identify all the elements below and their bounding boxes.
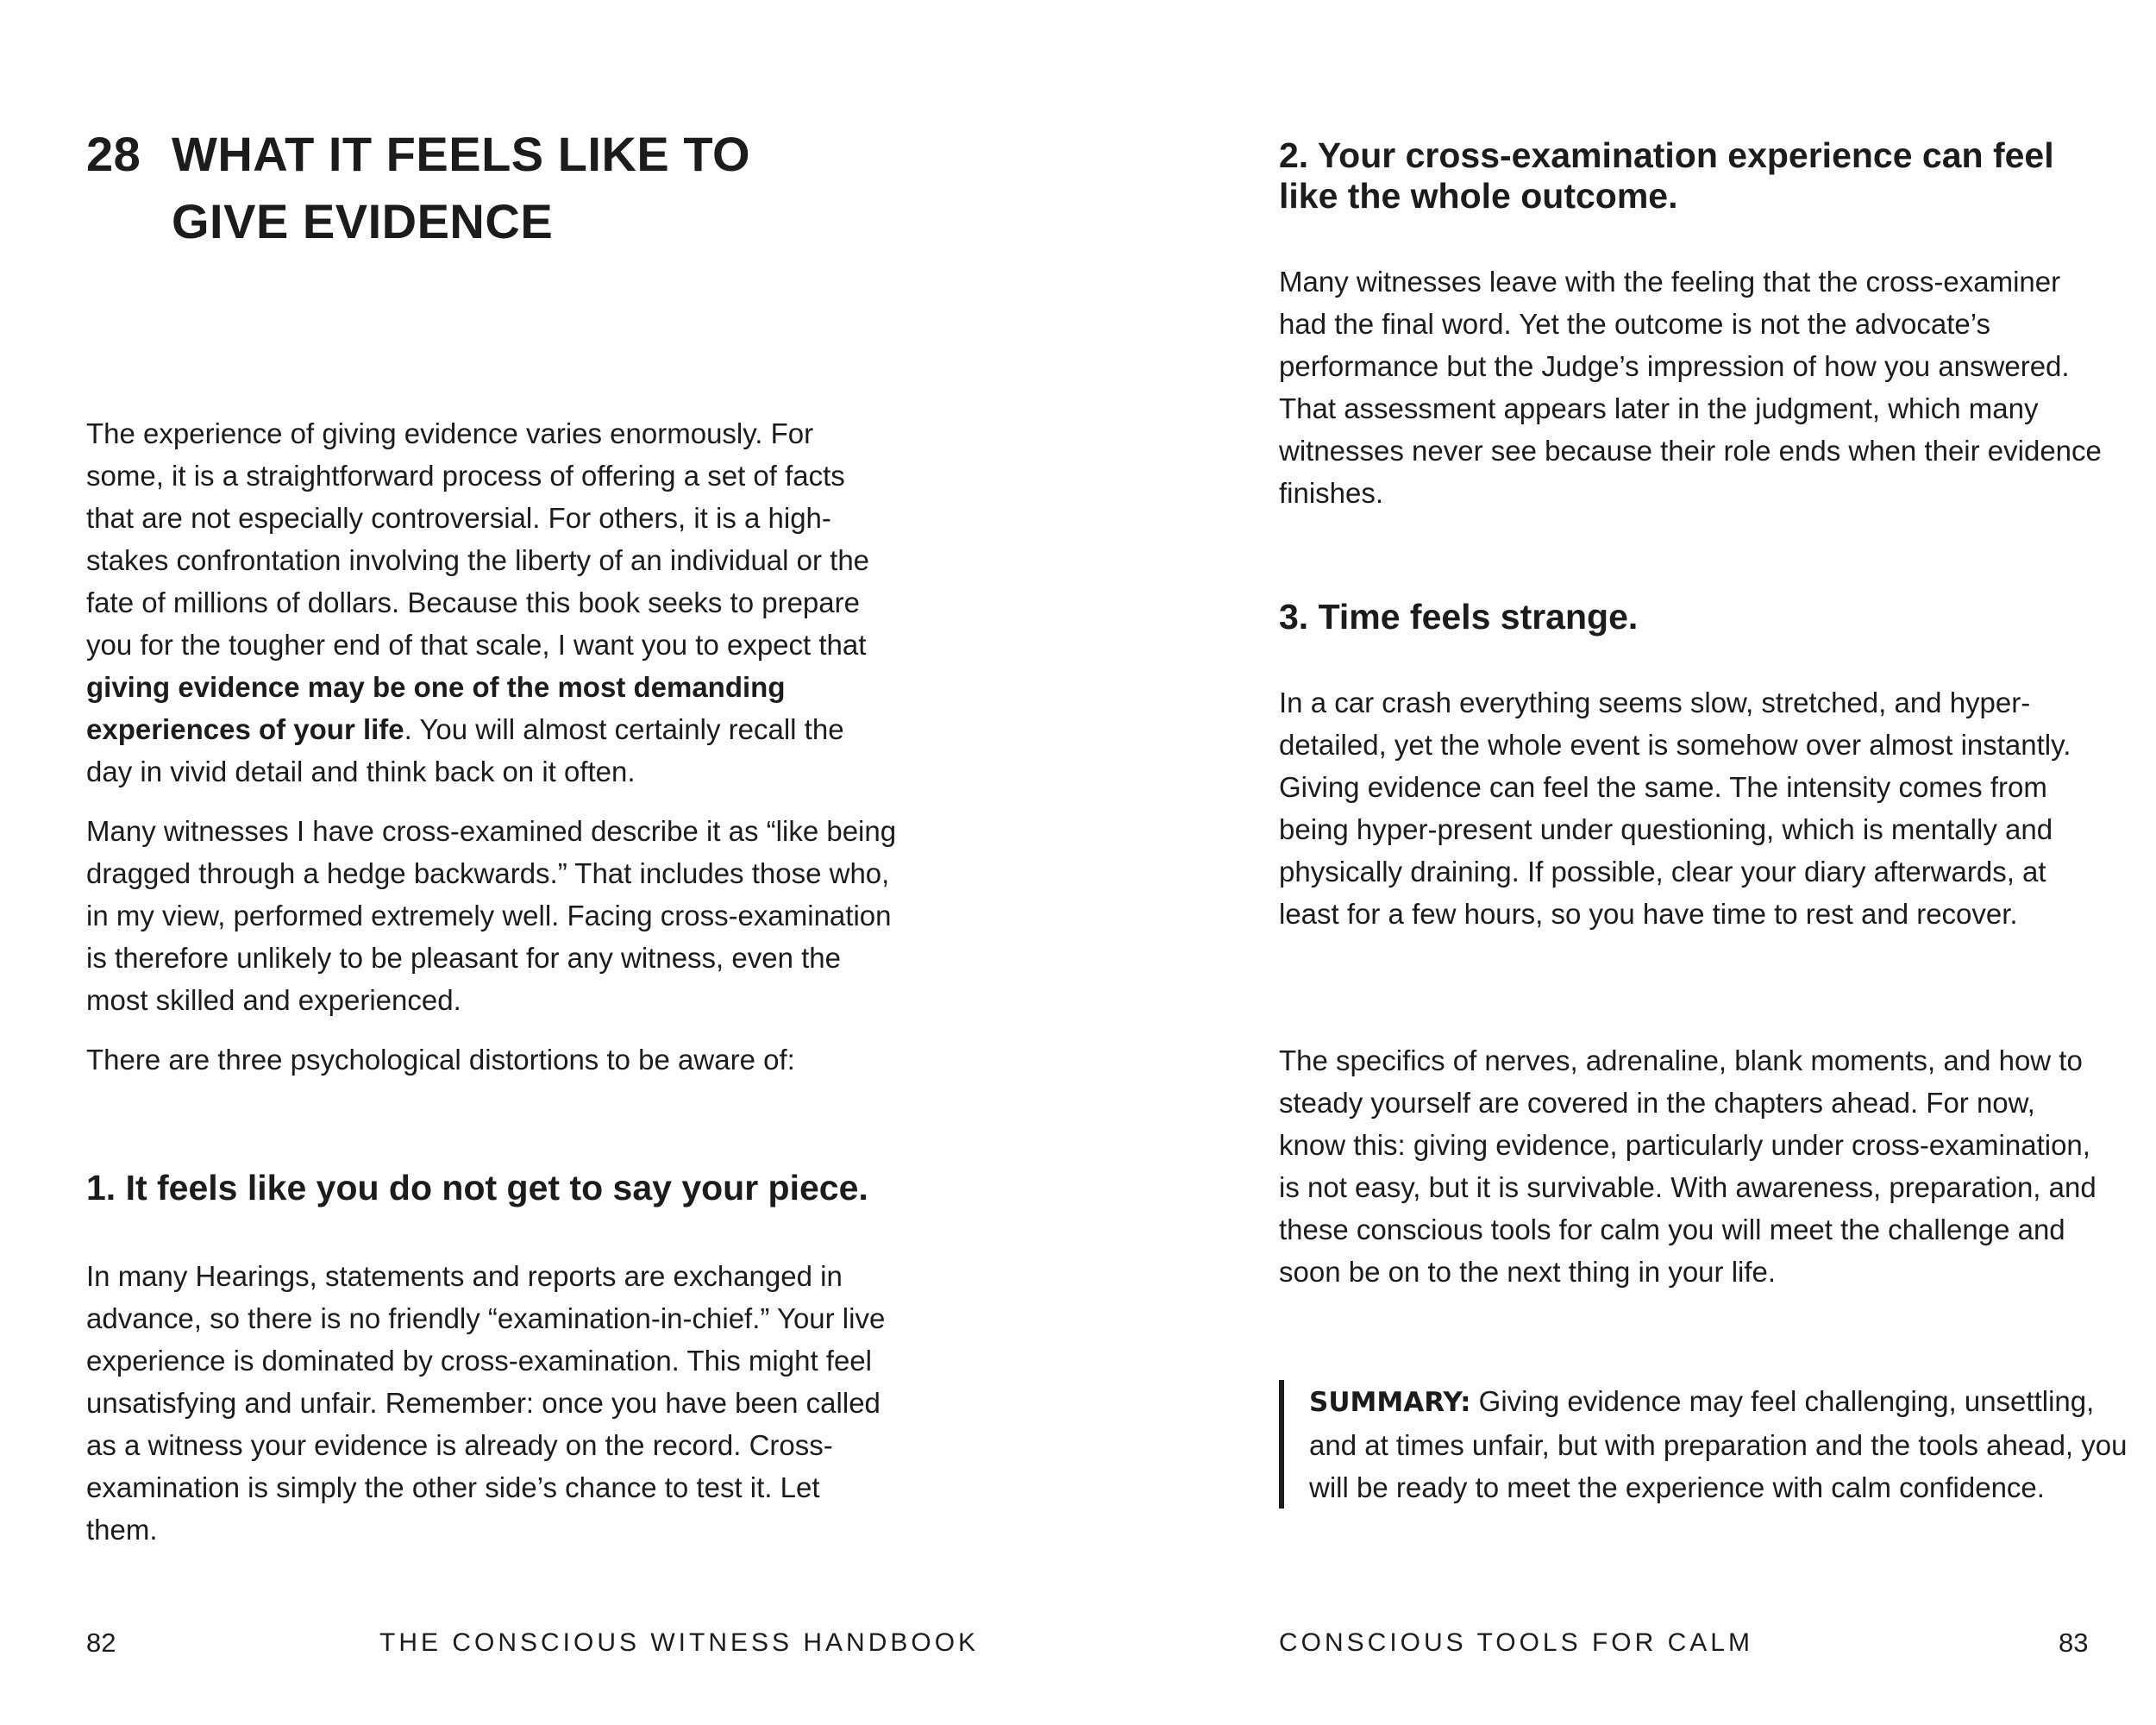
right-page bbox=[1078, 0, 2156, 1725]
section-2-heading: 2. Your cross-examination experience can feel like the whole outcome. bbox=[1279, 135, 2054, 216]
running-head-left: THE CONSCIOUS WITNESS HANDBOOK bbox=[379, 1628, 980, 1657]
intro-paragraph-2: Many witnesses I have cross-examined describe it as “like being dragged through a hedge backwards.” That includes those who, in my view, performed extremely well. Facing cross-examination is therefore unlikely to be pleasant for any witness, even the most skilled and experienced. bbox=[86, 815, 897, 1016]
summary-callout bbox=[1279, 1380, 2137, 1509]
page-number-left: 82 bbox=[86, 1628, 116, 1658]
section-3-heading: 3. Time feels strange. bbox=[1279, 597, 1639, 637]
emphasis-text: giving evidence may be one of the most demanding experiences of your life bbox=[86, 671, 786, 745]
chapter-number: 28 bbox=[86, 127, 141, 181]
summary-label: SUMMARY: bbox=[1309, 1387, 1471, 1418]
section-2-body: Many witnesses leave with the feeling that the cross-examiner had the final word. Yet the outcome is not the advocate’s performance but the Judge’s impression of how you answered. That assessment appears later in the judgment, which many witnesses never see because their role ends when their evidence finishes. bbox=[1279, 266, 2102, 509]
intro-text bbox=[86, 412, 897, 1081]
section-1-body: In many Hearings, statements and reports are exchanged in advance, so there is no friendly “examination-in-chief.” Your live experience is dominated by cross-examination. This might feel unsatisfying and unfair. Remember: once you have been called as a witness your evidence is already on the record. Cross-examination is simply the other side’s chance to test it. Let them. bbox=[86, 1260, 886, 1546]
intro-paragraph-1: The experience of giving evidence varies enormously. For some, it is a straightforward process of offering a set of facts that are not especially controversial. For others, it is a high-stakes confrontation involving the liberty of an individual or the fate of millions of dollars. Because this book seeks to prepare you for the tougher end of that scale, I want you to expect that giving evidence may be one of the most demanding experiences of your life. You will almost certainly recall the day in vivid detail and think back on it often. bbox=[86, 417, 870, 787]
intro-paragraph-3: There are three psychological distortions to be aware of: bbox=[86, 1044, 795, 1076]
section-3-body: In a car crash everything seems slow, stretched, and hyper-detailed, yet the whole event is somehow over almost instantly. Giving evidence can feel the same. The intensity comes from being hyper-present under questioning, which is mentally and physically draining. If possible, clear your diary afterwards, at least for a few hours, so you have time to rest and recover. bbox=[1279, 687, 2071, 930]
chapter-heading bbox=[86, 121, 793, 255]
page-number-right: 83 bbox=[2059, 1628, 2089, 1658]
chapter-title: WHAT IT FEELS LIKE TO GIVE EVIDENCE bbox=[172, 127, 751, 248]
running-head-right: CONSCIOUS TOOLS FOR CALM bbox=[1279, 1628, 1753, 1657]
closing-paragraph: The specifics of nerves, adrenaline, blank moments, and how to steady yourself are covered in the chapters ahead. For now, know this: giving evidence, particularly under cross-examination, is not easy, but it is survivable. With awareness, preparation, and these conscious tools for calm you will meet the challenge and soon be on to the next thing in your life. bbox=[1279, 1044, 2096, 1288]
summary-text: Giving evidence may feel challenging, unsettling, and at times unfair, but with preparation and the tools ahead, you will be ready to meet the experience with calm confidence. bbox=[1309, 1385, 2128, 1503]
section-1-heading: 1. It feels like you do not get to say your piece. bbox=[86, 1168, 868, 1208]
